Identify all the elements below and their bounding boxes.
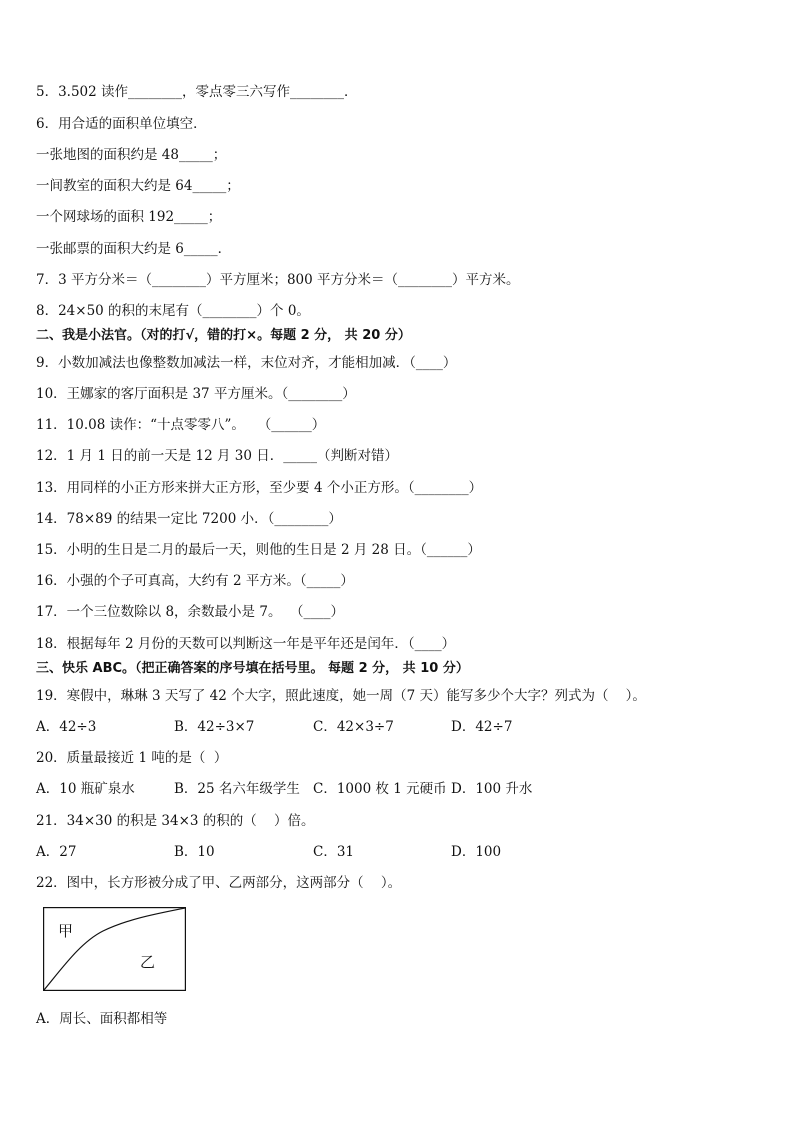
question-22: 22．图中，长方形被分成了甲、乙两部分，这两部分（ ）。	[36, 875, 402, 891]
q21-option-d: D．100	[451, 844, 502, 860]
question-6-item-classroom: 一间教室的面积大约是 64_____；	[36, 178, 240, 194]
question-19: 19．寒假中，琳琳 3 天写了 42 个大字，照此速度，她一周（7 天）能写多少个大字？列式为（ ）。	[36, 688, 646, 704]
q21-option-c: C．31	[313, 844, 355, 860]
question-7: 7．3 平方分米＝（________）平方厘米；800 平方分米＝（________）平方米。	[36, 272, 520, 288]
q22-option-a: A．周长、面积都相等	[36, 1011, 168, 1027]
question-6-item-stamp: 一张邮票的面积大约是 6_____．	[36, 241, 232, 257]
question-5: 5．3.502 读作________，零点零三六写作________．	[36, 84, 358, 100]
question-6: 6．用合适的面积单位填空．	[36, 116, 207, 132]
question-18: 18．根据每年 2 月份的天数可以判断这一年是平年还是闰年．（____）	[36, 636, 456, 652]
q20-option-c: C．1000 枚 1 元硬币	[313, 781, 447, 797]
q21-option-a: A．27	[36, 844, 77, 860]
question-20: 20．质量最接近 1 吨的是（ ）	[36, 750, 228, 766]
q20-option-b: B．25 名六年级学生	[174, 781, 300, 797]
question-9: 9．小数加减法也像整数加减法一样，末位对齐，才能相加减．（____）	[36, 355, 457, 371]
figure-label-yi: 乙	[140, 953, 156, 971]
question-12: 12．1 月 1 日的前一天是 12 月 30 日．_____（判断对错）	[36, 448, 399, 464]
rectangle-outline	[44, 908, 186, 991]
question-6-item-map: 一张地图的面积约是 48_____；	[36, 147, 227, 163]
q20-option-d: D．100 升水	[451, 781, 533, 797]
question-6-item-tennis-court: 一个网球场的面积 192_____；	[36, 209, 222, 225]
q19-option-a: A．42÷3	[36, 719, 97, 735]
question-17: 17．一个三位数除以 8，余数最小是 7。 （____）	[36, 604, 345, 620]
section-2-heading: 二、我是小法官。（对的打√，错的打×。每题 2 分， 共 20 分）	[36, 328, 411, 343]
q21-option-b: B．10	[174, 844, 215, 860]
question-8: 8．24×50 的积的末尾有（________）个 0。	[36, 303, 310, 319]
question-11: 11．10.08 读作：“十点零零八”。 （______）	[36, 417, 326, 433]
figure-label-jia: 甲	[58, 922, 74, 940]
q19-option-d: D．42÷7	[451, 719, 513, 735]
question-16: 16．小强的个子可真高，大约有 2 平方米。（_____）	[36, 573, 354, 589]
question-21: 21．34×30 的积是 34×3 的积的（ ）倍。	[36, 813, 315, 829]
rectangle-figure	[43, 907, 186, 991]
question-10: 10．王娜家的客厅面积是 37 平方厘米。（________）	[36, 386, 356, 402]
question-14: 14．78×89 的结果一定比 7200 小．（________）	[36, 511, 342, 527]
q19-option-c: C．42×3÷7	[313, 719, 394, 735]
question-15: 15．小明的生日是二月的最后一天，则他的生日是 2 月 28 日。（______）	[36, 542, 481, 558]
dividing-curve	[44, 908, 185, 990]
question-13: 13．用同样的小正方形来拼大正方形，至少要 4 个小正方形。（________）	[36, 480, 483, 496]
q20-option-a: A．10 瓶矿泉水	[36, 781, 135, 797]
section-3-heading: 三、快乐 ABC。（把正确答案的序号填在括号里。 每题 2 分， 共 10 分）	[36, 661, 469, 676]
q19-option-b: B．42÷3×7	[174, 719, 255, 735]
